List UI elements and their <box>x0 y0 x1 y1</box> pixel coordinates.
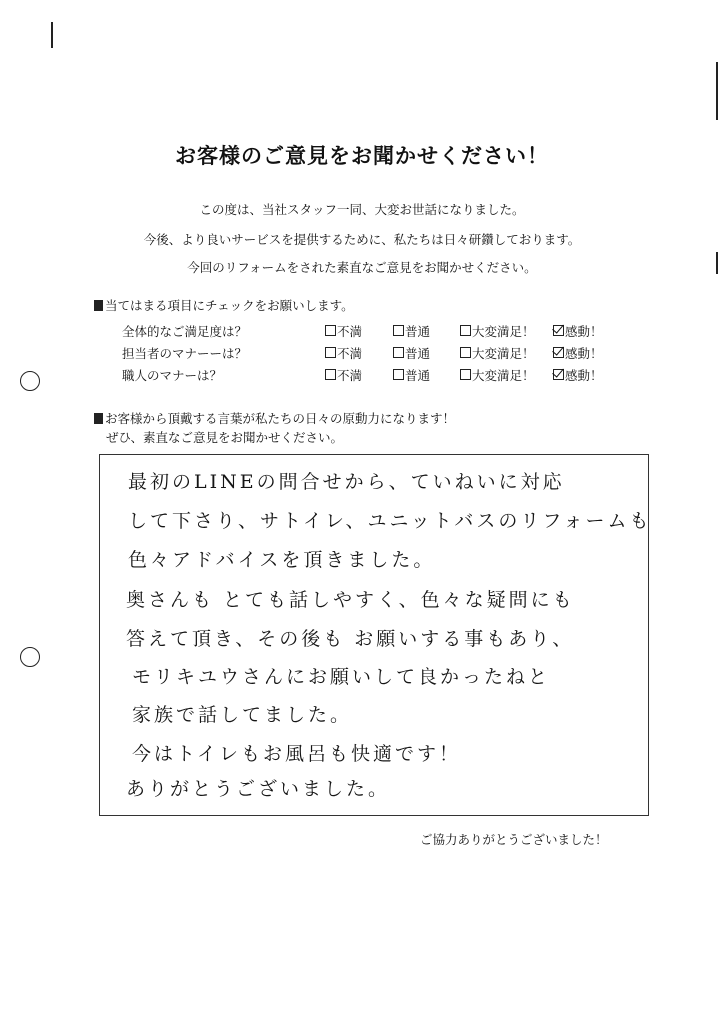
question-row <box>0 322 724 342</box>
scan-artifact-line <box>51 22 53 48</box>
question-label: 職人のマナーは？ <box>122 368 223 383</box>
intro-line: この度は、当社スタッフ一同、大変お世話になりました。 <box>199 202 525 217</box>
checkbox-icon[interactable] <box>460 369 471 380</box>
option-label: 感動！ <box>565 346 603 361</box>
checkbox-icon[interactable] <box>393 347 404 358</box>
checkbox-icon[interactable] <box>393 325 404 336</box>
intro-line: 今回のリフォームをされた素直なご意見をお聞かせください。 <box>187 260 537 275</box>
option-label: 大変満足！ <box>472 346 535 361</box>
square-bullet-icon <box>94 413 103 424</box>
option-very-satisfied[interactable] <box>460 366 535 384</box>
option-label: 不満 <box>337 346 363 361</box>
checkbox-icon[interactable] <box>460 325 471 336</box>
handwritten-comment-line: して下さり、サトイレ、ユニットバスのリフォームも <box>128 510 652 532</box>
question-row <box>0 344 724 364</box>
checkbox-icon[interactable] <box>325 369 336 380</box>
option-label: 普通 <box>405 324 431 339</box>
checkbox-icon[interactable] <box>393 369 404 380</box>
option-dissatisfied[interactable] <box>325 322 362 340</box>
handwritten-comment-line: 家族で話してました。 <box>132 704 353 726</box>
checkbox-icon[interactable] <box>460 347 471 358</box>
checkbox-icon[interactable] <box>325 347 336 358</box>
section-heading-text: 当てはまる項目にチェックをお願いします。 <box>105 298 354 313</box>
punch-hole <box>20 647 40 667</box>
checkbox-icon[interactable] <box>325 325 336 336</box>
section-heading-checklist <box>94 296 354 314</box>
option-label: 普通 <box>405 368 431 383</box>
handwritten-comment-line: 最初のLINEの問合せから、ていねいに対応 <box>128 471 565 493</box>
scan-artifact-line <box>716 62 718 120</box>
square-bullet-icon <box>94 300 103 311</box>
form-title: お客様のご意見をお聞かせください！ <box>175 144 549 168</box>
handwritten-comment-line: 奥さんも とても話しやすく、色々な疑問にも <box>126 589 575 611</box>
section-subheading: ぜひ、素直なご意見をお聞かせください。 <box>106 430 344 445</box>
section-heading-comments <box>94 409 455 427</box>
option-average[interactable] <box>393 322 430 340</box>
section-heading-text: お客様から頂戴する言葉が私たちの日々の原動力になります！ <box>105 411 456 426</box>
handwritten-comment-line: 色々アドバイスを頂きました。 <box>128 549 436 571</box>
option-very-satisfied[interactable] <box>460 344 535 362</box>
option-label: 感動！ <box>565 324 603 339</box>
option-label: 不満 <box>337 324 363 339</box>
handwritten-comment-line: モリキユウさんにお願いして良かったねと <box>132 666 551 688</box>
option-average[interactable] <box>393 366 430 384</box>
intro-line: 今後、より良いサービスを提供するために、私たちは日々研鑽しております。 <box>143 232 581 247</box>
handwritten-comment-line: ありがとうございました。 <box>126 778 391 800</box>
option-label: 大変満足！ <box>472 324 535 339</box>
checked-checkbox-icon[interactable] <box>553 325 564 336</box>
checked-checkbox-icon[interactable] <box>553 369 564 380</box>
option-dissatisfied[interactable] <box>325 366 362 384</box>
option-very-satisfied[interactable] <box>460 322 535 340</box>
option-label: 普通 <box>405 346 431 361</box>
option-impressed[interactable] <box>553 322 603 340</box>
option-average[interactable] <box>393 344 430 362</box>
question-row <box>0 366 724 386</box>
option-impressed[interactable] <box>553 344 603 362</box>
checked-checkbox-icon[interactable] <box>553 347 564 358</box>
option-label: 大変満足！ <box>472 368 535 383</box>
closing-thanks: ご協力ありがとうございました！ <box>420 832 608 847</box>
option-dissatisfied[interactable] <box>325 344 362 362</box>
option-label: 不満 <box>337 368 363 383</box>
option-impressed[interactable] <box>553 366 603 384</box>
handwritten-comment-line: 答えて頂き、その後も お願いする事もあり、 <box>126 628 575 650</box>
question-label: 全体的なご満足度は？ <box>122 324 248 339</box>
option-label: 感動！ <box>565 368 603 383</box>
handwritten-comment-line: 今はトイレもお風呂も快適です！ <box>132 743 462 765</box>
question-label: 担当者のマナーーは？ <box>122 346 248 361</box>
